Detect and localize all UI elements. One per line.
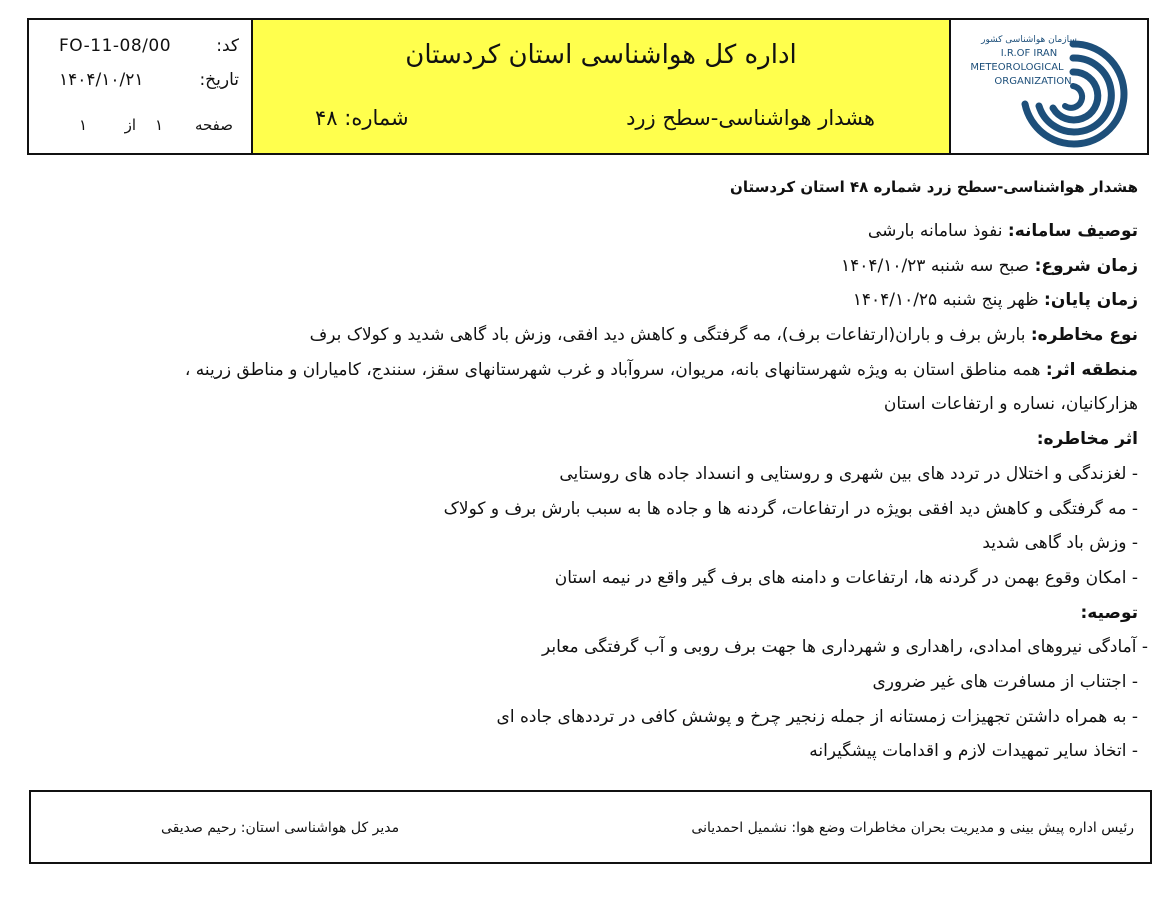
page-title: اداره کل هواشناسی استان کردستان (405, 40, 797, 70)
page-total: ۱ (79, 116, 88, 134)
director-signature (161, 820, 399, 836)
forecast-head-signature (691, 820, 1134, 836)
effects-item: - وزش باد گاهی شدید (982, 533, 1138, 554)
effects-item: - مه گرفتگی و کاهش دید افقی بویژه در ارتفاعات، گردنه ها و جاده ها به سبب بارش برف و کولاک (443, 498, 1138, 519)
logo-text-en-2: METEOROLOGICAL (970, 62, 1064, 73)
recommendations-label: توصیه: (1080, 602, 1138, 623)
warning-body (18, 168, 1148, 769)
area-value-1: همه مناطق استان به ویژه شهرستانهای بانه، مریوان، سروآباد و غرب شهرستانهای سقز، سنندج، کامیاران و مناطق زرینه ، (184, 359, 1041, 380)
end-label: زمان پایان: (1044, 290, 1138, 311)
recommendation-item: - به همراه داشتن تجهیزات زمستانه از جمله زنجیر چرخ و پوشش کافی در ترددهای جاده ای (496, 706, 1138, 727)
recommendation-item: - اتخاذ سایر تمهیدات لازم و اقدامات پیشگیرانه (809, 741, 1138, 762)
date-row (29, 70, 251, 94)
warning-level-title: هشدار هواشناسی-سطح زرد (626, 106, 875, 130)
system-line (18, 214, 1138, 249)
forecast-head-label: رئیس اداره پیش بینی و مدیریت بحران مخاطرات وضع هوا: (791, 820, 1134, 836)
code-label: کد: (216, 36, 239, 56)
forecast-head-name: نشمیل احمدیانی (691, 820, 787, 836)
logo-text-fa: سازمان هواشناسی کشور (981, 35, 1077, 45)
date-label: تاریخ: (199, 70, 239, 90)
number-value: ۴۸ (315, 106, 338, 130)
logo-box (951, 20, 1147, 153)
page-row (29, 116, 251, 140)
effects-heading (18, 422, 1138, 457)
end-value: ظهر پنج شنبه ۱۴۰۴/۱۰/۲۵ (852, 290, 1039, 311)
director-name: رحیم صدیقی (161, 820, 237, 836)
page-label: صفحه (194, 116, 233, 134)
document-header (27, 18, 1149, 155)
hazard-line (18, 318, 1138, 353)
area-label: منطقه اثر: (1045, 359, 1138, 380)
start-value: صبح سه شنبه ۱۴۰۴/۱۰/۲۳ (840, 255, 1030, 276)
hazard-label: نوع مخاطره: (1030, 325, 1138, 346)
code-row (29, 36, 251, 60)
warning-number (315, 106, 409, 130)
effects-label: اثر مخاطره: (1036, 429, 1138, 450)
code-value: FO-11-08/00 (59, 36, 172, 56)
logo-text-en-3: ORGANIZATION (994, 76, 1072, 87)
recommendations-heading (18, 596, 1138, 631)
end-line (18, 283, 1138, 318)
area-value-2: هزارکانیان، نساره و ارتفاعات استان (883, 394, 1138, 415)
system-label: توصیف سامانه: (1007, 221, 1138, 241)
page-current: ۱ (154, 116, 163, 134)
page-of: از (124, 116, 136, 134)
logo-text-en-1: I.R.OF IRAN (1000, 48, 1058, 59)
effects-item: - لغزندگی و اختلال در تردد های بین شهری و روستایی و انسداد جاده های روستایی (559, 463, 1138, 484)
recommendation-item: - اجتناب از مسافرت های غیر ضروری (872, 671, 1138, 692)
header-meta-box (29, 20, 253, 153)
document-heading: هشدار هواشناسی-سطح زرد شماره ۴۸ استان کردستان (730, 178, 1138, 196)
start-line (18, 249, 1138, 284)
effects-item: - امکان وقوع بهمن در گردنه ها، ارتفاعات و دامنه های برف گیر واقع در نیمه استان (554, 567, 1138, 588)
recommendation-item: - آمادگی نیروهای امدادی، راهداری و شهرداری ها جهت برف روبی و آب گرفتگی معابر (542, 637, 1148, 658)
area-line (18, 353, 1138, 388)
meteorological-organization-logo-icon (961, 26, 1141, 148)
signature-box (29, 790, 1152, 864)
header-title-box (253, 20, 951, 153)
system-value: نفوذ سامانه بارشی (867, 221, 1003, 241)
date-value: ۱۴۰۴/۱۰/۲۱ (59, 70, 144, 90)
hazard-value: بارش برف و باران(ارتفاعات برف)، مه گرفتگی و کاهش دید افقی، وزش باد گاهی شدید و کولاک برف (309, 325, 1026, 346)
start-label: زمان شروع: (1034, 255, 1138, 276)
number-label: شماره: (344, 106, 409, 130)
area-line-continued (18, 387, 1138, 422)
director-label: مدیر کل هواشناسی استان: (240, 820, 400, 836)
